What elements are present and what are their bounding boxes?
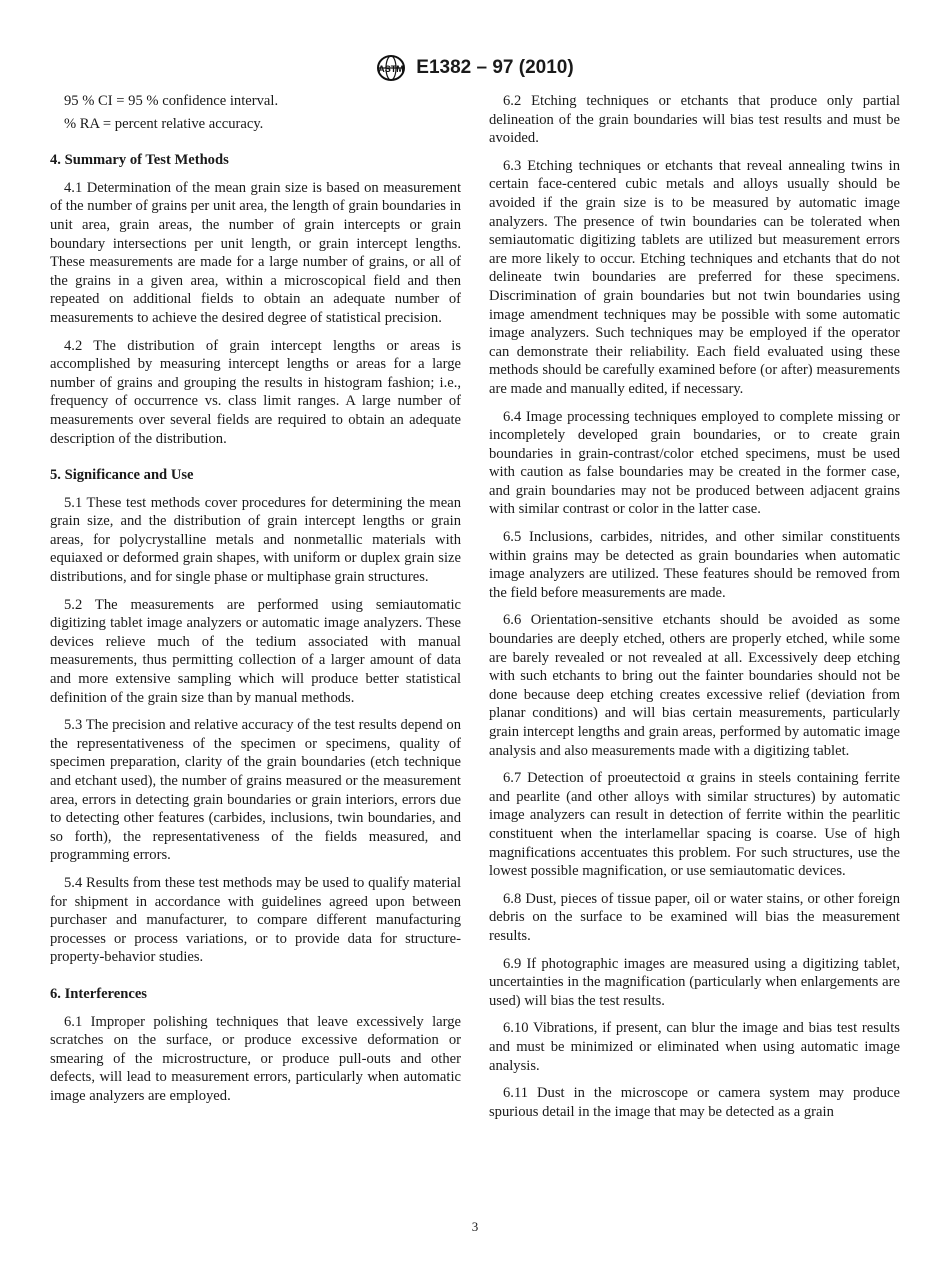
svg-text:ASTM: ASTM — [378, 64, 405, 74]
astm-logo-icon — [376, 54, 406, 82]
document-designation: E1382 – 97 (2010) — [416, 57, 574, 78]
paragraph: 5.1 These test methods cover procedures for determining the mean grain size, and the distribution of grain intercept lengths or grain areas, for polycrystalline metals and nonmetallic materials with equiaxed or deformed grain shapes, with uniform or duplex grain size distributions, and for single phase or multiphase grain structures. — [50, 494, 461, 586]
section-heading: 4. Summary of Test Methods — [50, 152, 229, 169]
definition: 95 % CI = 95 % confidence interval. — [64, 93, 279, 109]
paragraph: 6.2 Etching techniques or etchants that produce only partial delineation of the grain boundaries will bias test results and must be avoided. — [489, 93, 900, 147]
section-heading: 6. Interferences — [50, 985, 147, 1002]
paragraph: 6.1 Improper polishing techniques that leave excessively large scratches on the surface, or produce excessive deformation or smearing of the microstructure, or produce pull-outs and other defects, will lead to measurement errors, particularly when automatic image analyzers are employed. — [50, 1013, 461, 1104]
paragraph: 6.9 If photographic images are measured using a digitizing tablet, uncertainties in the magnification (particularly when enlargements are used) will bias the test results. — [489, 955, 900, 1009]
page-header — [0, 54, 950, 82]
paragraph: 5.3 The precision and relative accuracy of the test results depend on the representativeness of the specimen or specimens, quality of specimen preparation, clarity of the grain boundaries (etch technique and etchant used), the number of grains measured or the measurement area, errors in detecting grain boundaries or grain interiors, errors due to detecting other features (carbides, inclusions, twin boundaries, and so forth), the representativeness of the fields measured, and programming errors. — [50, 717, 461, 864]
paragraph: 6.5 Inclusions, carbides, nitrides, and other similar constituents within grains may be detected as grain boundaries when automatic image analyzers are utilized. These features should be removed from the field before measurements are made. — [489, 529, 900, 601]
paragraph: 6.6 Orientation-sensitive etchants should be avoided as some boundaries are deeply etched, others are properly etched, while some are barely revealed or not revealed at all. Excessively deep etching with such etchants to bring out the fainter boundaries should not be done because deep etching creates excessive relief (deviation from planar conditions) and will bias certain measurements, particularly grain intercept lengths and grain areas, performed by automatic image analysis and also measurements made with a digitizing tablet. — [489, 612, 900, 759]
paragraph: 4.1 Determination of the mean grain size is based on measurement of the number of grains per unit area, the length of grain boundaries in unit area, grain areas, the number of grain intercepts or grain boundary intersections per unit length, or grain intercept lengths. These measurements are made for a large number of grains, or all of the grains in a given area, within a microscopical field and then repeated on additional fields to obtain an adequate number of measurements to achieve the desired degree of statistical precision. — [50, 179, 461, 326]
paragraph: 6.3 Etching techniques or etchants that reveal annealing twins in certain face-centered cubic metals and alloys usually should be avoided if the grain size is to be measured by automatic image analyzers. The presence of twin boundaries can be tolerated when semiautomatic digitizing tablets are utilized but measurement errors are more likely to occur. Etching techniques and etchants that do not delineate twin boundaries are preferred for these specimens. Discrimination of grain boundaries but not twin boundaries using image amendment techniques may be possible with some automatic image analyzers. Such techniques may be employed if the operator can demonstrate their reliability. Each field evaluated using these methods should be carefully examined before (or after) measurements are made and manually edited, if necessary. — [489, 157, 900, 397]
page-number: 3 — [471, 1219, 479, 1234]
paragraph: 6.4 Image processing techniques employed to complete missing or incompletely developed grain boundaries, or to create grain boundaries in grain-contrast/color etched specimens, must be used with caution as false boundaries may be created in the former case, and grain boundaries may not be produced between adjacent grains with similar contrast or color in the latter case. — [489, 408, 900, 518]
paragraph: 4.2 The distribution of grain intercept lengths or areas is accomplished by measuring intercept lengths or areas for a large number of grains and grouping the results in histogram fashion; i.e., frequency of occurrence vs. class limit ranges. A large number of measurements over several fields are required to obtain an adequate description of the distribution. — [50, 337, 461, 447]
paragraph: 6.11 Dust in the microscope or camera system may produce spurious detail in the image that may be detected as a grain — [489, 1085, 900, 1120]
paragraph: 5.4 Results from these test methods may be used to qualify material for shipment in accordance with guidelines agreed upon between purchaser and manufacturer, to compare different manufacturing processes or process variations, or to provide data for structure-property-behavior studies. — [50, 874, 461, 966]
paragraph: 6.8 Dust, pieces of tissue paper, oil or water stains, or other foreign debris on the surface to be examined will bias the measurement results. — [489, 890, 900, 944]
right-column — [489, 92, 900, 1130]
paragraph: 6.10 Vibrations, if present, can blur the image and bias test results and must be minimized or eliminated when using automatic image analysis. — [489, 1020, 900, 1074]
left-column — [50, 92, 461, 1115]
paragraph: 5.2 The measurements are performed using semiautomatic digitizing tablet image analyzers or automatic image analyzers. These devices relieve much of the tedium associated with manual measurements, thus permitting collection of a larger amount of data and more extensive sampling which will produce better statistical definition of the grain size than by manual methods. — [50, 596, 461, 706]
definition: % RA = percent relative accuracy. — [64, 115, 264, 132]
paragraph: 6.7 Detection of proeutectoid α grains in steels containing ferrite and pearlite (and other alloys with similar structures) by automatic image analyzers can result in detection of ferrite within the pearlitic constituent when the interlamellar spacing is coarse. Use of high magnifications accentuates this problem. For such structures, use the lowest possible magnification, or use semiautomatic devices. — [489, 770, 900, 880]
section-heading: 5. Significance and Use — [50, 467, 194, 484]
